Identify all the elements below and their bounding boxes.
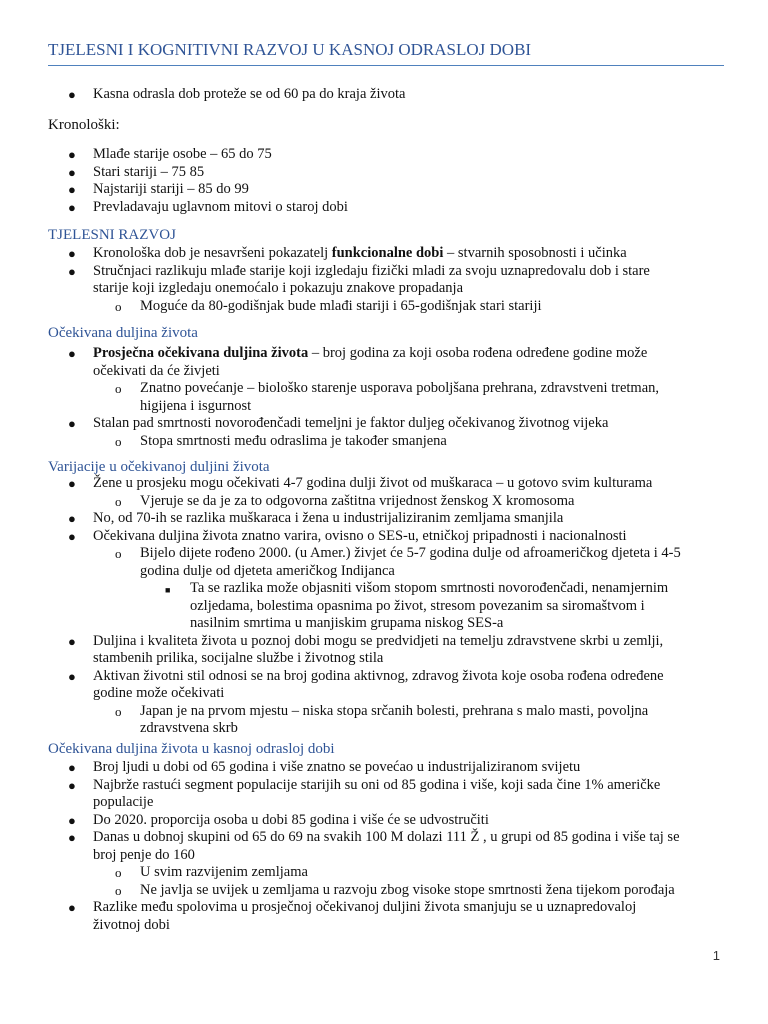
bullet-icon: ● xyxy=(68,147,76,162)
ocekivana-list xyxy=(68,345,768,450)
circle-bullet-icon: o xyxy=(115,433,122,449)
section-heading-tjelesni: TJELESNI RAZVOJ xyxy=(48,227,176,243)
kronoloski-list xyxy=(68,146,723,216)
sub-list-item: o Stopa smrtnosti među odraslima je također smanjena xyxy=(115,432,447,449)
list-item: ● Kasna odrasla dob proteže se od 60 pa do kraja života xyxy=(68,86,406,102)
bullet-icon: ● xyxy=(68,777,76,793)
section-heading-varijacije: Varijacije u očekivanoj duljini života xyxy=(48,459,270,475)
circle-bullet-icon: o xyxy=(115,298,122,314)
bullet-icon: ● xyxy=(68,900,76,915)
bullet-icon: ● xyxy=(68,812,76,828)
list-item: ● Duljina i kvaliteta života u poznoj dobi mogu se predvidjeti na temelju zdravstvene skrbi u zemlji, stambenih prilika, socijalne službe i životnog stila xyxy=(68,632,664,666)
list-item: ● Danas u dobnoj skupini od 65 do 69 na svakih 100 M dolazi 111 Ž , u grupi od 85 godina i više taj se broj penje do 160 xyxy=(68,829,680,863)
list-item: ● Najbrže rastući segment populacije starijih su oni od 85 godina i više, koji sada čine 1% američke populacije xyxy=(68,776,661,810)
list-item: ● Stari stariji – 75 85 xyxy=(68,163,205,180)
bullet-icon: ● xyxy=(68,760,76,775)
page-number: 1 xyxy=(712,948,720,963)
list-item: ● Broj ljudi u dobi od 65 godina i više znatno se povećao u industrijaliziranom svijetu xyxy=(68,759,581,775)
list-item: ● Do 2020. proporcija osoba u dobi 85 godina i više će se udvostručiti xyxy=(68,811,489,828)
bullet-icon: ● xyxy=(68,830,76,845)
circle-bullet-icon: o xyxy=(115,493,122,509)
list-item: ● Kronološka dob je nesavršeni pokazatelj funkcionalne dobi – stvarnih sposobnosti i učinka xyxy=(68,245,627,261)
bullet-icon: ● xyxy=(68,246,76,261)
intro-list xyxy=(68,86,723,104)
kasna-list xyxy=(68,759,768,934)
bullet-icon: ● xyxy=(68,668,76,684)
sub-list-item: o Moguće da 80-godišnjak bude mlađi stariji i 65-godišnjak stari stariji xyxy=(115,297,542,314)
list-item: ● Žene u prosjeku mogu očekivati 4-7 godina dulji život od muškaraca – u gotovo svim kulturama xyxy=(68,475,653,491)
sub-list-item: o Vjeruje se da je za to odgovorna zaštitna vrijednost ženskog X kromosoma xyxy=(115,492,575,509)
section-heading-kasna: Očekivana duljina života u kasnoj odrasloj dobi xyxy=(48,741,335,757)
list-item: ● Razlike među spolovima u prosječnoj očekivanoj duljini života smanjuju se u uznapredovaloj životnoj dobi xyxy=(68,899,637,933)
sub-list-item: o Bijelo dijete rođeno 2000. (u Amer.) živjet će 5-7 godina dulje od afroameričkog djeteta i 4-5 godina dulje od djeteta američkog Indijanca xyxy=(115,545,681,579)
circle-bullet-icon: o xyxy=(115,865,122,880)
sub-list-item: o Japan je na prvom mjestu – niska stopa srčanih bolesti, prehrana s malo masti, povoljna zdravstvena skrb xyxy=(115,702,649,736)
bullet-icon: ● xyxy=(68,346,76,361)
bullet-icon: ● xyxy=(68,199,76,215)
list-item: ● Najstariji stariji – 85 do 99 xyxy=(68,181,249,197)
bullet-icon: ● xyxy=(68,182,76,197)
bullet-icon: ● xyxy=(68,87,76,102)
varijacije-list xyxy=(68,475,768,738)
bullet-icon: ● xyxy=(68,528,76,544)
list-item: ● Mlađe starije osobe – 65 do 75 xyxy=(68,146,272,162)
tjelesni-list xyxy=(68,245,768,315)
list-item: ● Prevladavaju uglavnom mitovi o staroj dobi xyxy=(68,198,348,215)
kronoloski-label: Kronološki: xyxy=(48,117,120,133)
list-item: ● Očekivana duljina života znatno varira, ovisno o SES-u, etničkoj pripadnosti i nacionalnosti xyxy=(68,527,627,544)
list-item: ● No, od 70-ih se razlika muškaraca i žena u industrijaliziranim zemljama smanjila xyxy=(68,510,564,526)
square-bullet-icon: ■ xyxy=(165,585,171,595)
circle-bullet-icon: o xyxy=(115,381,122,396)
circle-bullet-icon: o xyxy=(115,882,122,898)
list-item: ● Stručnjaci razlikuju mlađe starije koji izgledaju fizički mladi za svoju uznapredovalu dob i stare starije koji izgledaju onemoćalo i pokazuju znakove propadanja xyxy=(68,262,650,296)
sub-list-item: o U svim razvijenim zemljama xyxy=(115,864,308,880)
list-item: ● Stalan pad smrtnosti novorođenčadi temeljni je faktor duljeg očekivanog životnog vijeka xyxy=(68,415,609,431)
document-title: TJELESNI I KOGNITIVNI RAZVOJ U KASNOJ ODRASLOJ DOBI xyxy=(48,40,724,66)
bullet-icon: ● xyxy=(68,263,76,279)
bullet-icon: ● xyxy=(68,164,76,180)
list-item: ● Prosječna očekivana duljina života – broj godina za koji osoba rođena određene godine može očekivati da će živjeti xyxy=(68,345,648,379)
sub-sub-list-item: ■ Ta se razlika može objasniti višom stopom smrtnosti novorođenčadi, nenamjernim ozljedama, bolestima opasnima po život, stresom povezanim sa siromaštvom i nasilnim smrtima u manjiskim grupama niskog SES-a xyxy=(165,580,669,631)
circle-bullet-icon: o xyxy=(115,703,122,719)
circle-bullet-icon: o xyxy=(115,546,122,561)
sub-list-item: o Znatno povećanje – biološko starenje usporava poboljšana prehrana, zdravstveni tretman, higijena i isgurnost xyxy=(115,380,660,414)
bullet-icon: ● xyxy=(68,633,76,649)
bullet-icon: ● xyxy=(68,511,76,526)
sub-list-item: o Ne javlja se uvijek u zemljama u razvoju zbog visoke stope smrtnosti žena tijekom porođaja xyxy=(115,881,675,898)
bullet-icon: ● xyxy=(68,476,76,491)
bullet-icon: ● xyxy=(68,416,76,431)
list-item: ● Aktivan životni stil odnosi se na broj godina aktivnog, zdravog života koje osoba rođena određene godine može očekivati xyxy=(68,667,664,701)
section-heading-ocekivana: Očekivana duljina života xyxy=(48,325,198,341)
